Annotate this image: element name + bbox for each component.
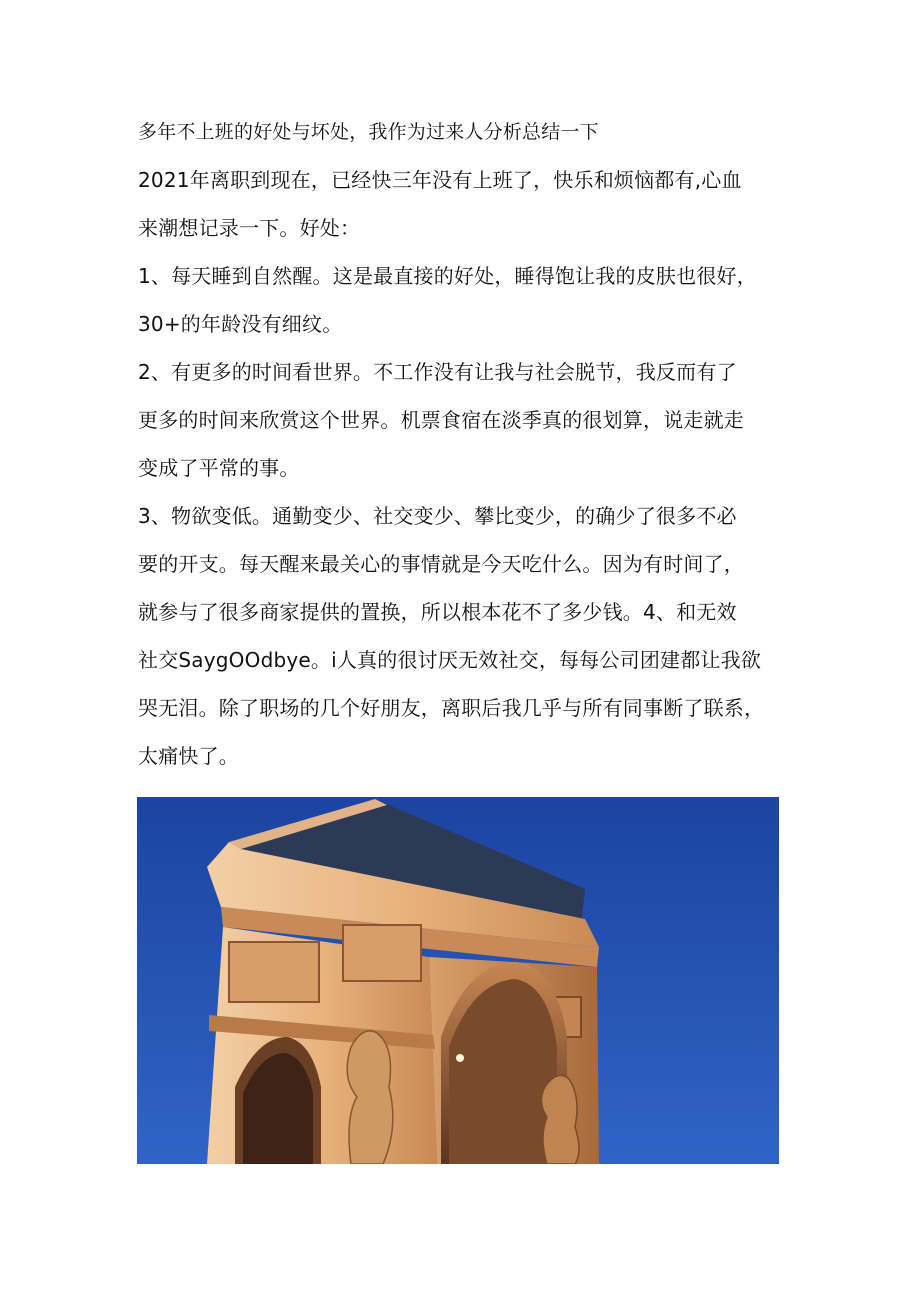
paragraph-line: 1、每天睡到自然醒。这是最直接的好处，睡得饱让我的皮肤也很好， <box>138 264 757 288</box>
paragraph-line: 3、物欲变低。通勤变少、社交变少、攀比变少，的确少了很多不必 <box>138 504 737 528</box>
paragraph-line: 30+的年龄没有细纹。 <box>138 312 343 336</box>
paragraph-line: 来潮想记录一下。好处： <box>138 216 361 240</box>
paragraph-line: 哭无泪。除了职场的几个好朋友，离职后我几乎与所有同事断了联系， <box>138 696 765 720</box>
paragraph-line: 2、有更多的时间看世界。不工作没有让我与社会脱节，我反而有了 <box>138 360 737 384</box>
article-body <box>138 112 798 784</box>
paragraph-line: 社交SaygOOdbye。i人真的很讨厌无效社交，每每公司团建都让我欲 <box>138 648 762 672</box>
paragraph-line: 太痛快了。 <box>138 744 239 768</box>
paragraph-line: 变成了平常的事。 <box>138 456 300 480</box>
paragraph-line: 2021年离职到现在，已经快三年没有上班了，快乐和烦恼都有,心血 <box>138 168 742 192</box>
paragraph-line: 就参与了很多商家提供的置换，所以根本花不了多少钱。4、和无效 <box>138 600 737 624</box>
article-title: 多年不上班的好处与坏处，我作为过来人分析总结一下 <box>138 121 599 143</box>
paragraph-line: 要的开支。每天醒来最关心的事情就是今天吃什么。因为有时间了， <box>138 552 744 576</box>
arc-de-triomphe-photo <box>137 797 779 1164</box>
paragraph-line: 更多的时间来欣赏这个世界。机票食宿在淡季真的很划算，说走就走 <box>138 408 744 432</box>
